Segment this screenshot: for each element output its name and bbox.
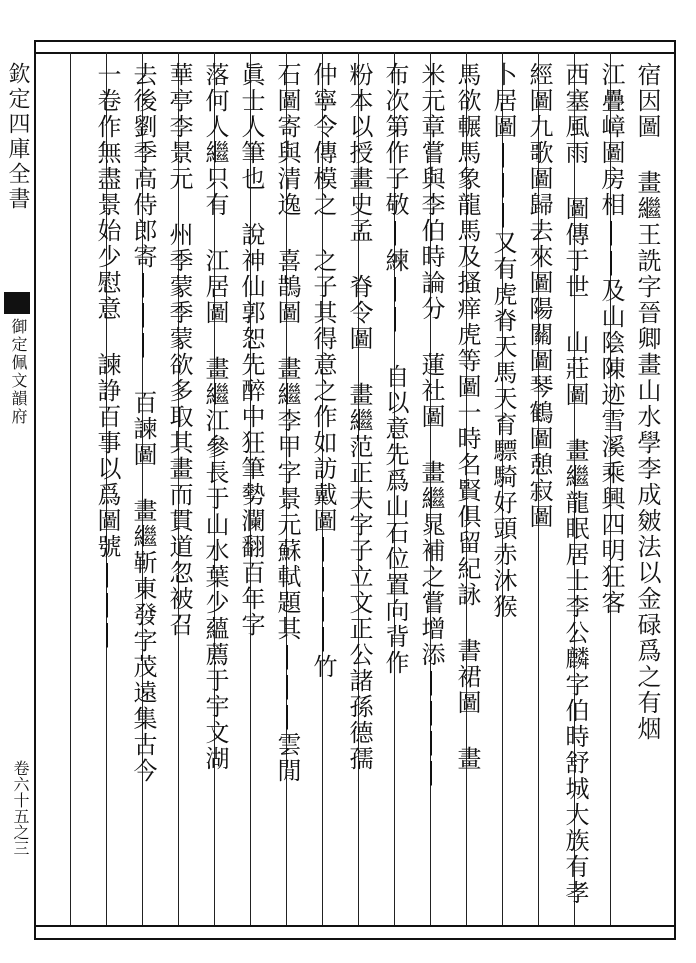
text-column-9: 粉本以授畫史孟 脊令圖 畫繼范正夫字子立文正公諸孫德孺	[345, 62, 373, 772]
text-column-3: 西塞風雨 圖傳于世 山莊圖 畫繼龍眠居士李公麟字伯時舒城大族有孝	[561, 62, 589, 906]
text-column-5: 卜居圖|||又有虎脊天馬天育驃騎好頭赤沐猴	[489, 62, 517, 620]
text-column-12: 眞士人筆也 說神仙郭恕先醉中狂筆勢瀾翻百年字	[237, 62, 265, 638]
book-subtitle: 御定佩文韻府	[9, 318, 28, 426]
text-column-13: 落何人繼只有 江居圖 畫繼江參長于山水葉少蘊薦于宇文湖	[201, 62, 229, 772]
text-column-7: 米元章嘗與李伯時論分 蓮社圖 畫繼晁補之嘗增添||||	[417, 62, 445, 788]
text-column-11: 石圖寄與清逸 喜鵲圖 畫繼李甲字景元蘇軾題其|||雲閒	[273, 62, 301, 784]
column-divider	[70, 52, 71, 925]
text-column-1: 宿因圖 畫繼王詵字晉卿畫山水學李成皴法以金碌爲之有烟	[633, 62, 661, 742]
text-column-2: 江疊嶂圖房相||及山陰陳迹雪溪乘興四明狂客	[597, 62, 625, 616]
text-column-16: 一卷作無盡景始少慰意 諫諍百事以爲圖號|||	[93, 62, 121, 650]
text-column-14: 華亭李景元 州季蒙季蒙欲多取其畫而貫道忽被召	[165, 62, 193, 638]
text-column-6: 馬欲輾馬象龍馬及搔痒虎等圖一時名賢俱留紀詠 書裙圖 畫	[453, 62, 481, 772]
text-column-4: 經圖九歌圖歸去來圖陽關圖琴鶴圖憩寂圖	[525, 62, 553, 530]
top-rule	[34, 52, 676, 54]
text-column-10: 仲寧令傳模之 之子其得意之作如訪戴圖||||竹	[309, 62, 337, 680]
page-number: 卷六十五之三	[11, 760, 30, 856]
text-column-15: 去後劉季高侍郎寄||| 百諫圖 畫繼靳東發字茂遠集古今	[129, 62, 157, 784]
bottom-rule	[34, 925, 676, 927]
text-column-8: 布次第作子敬|練|| 自以意先爲山石位置向背作	[381, 62, 409, 676]
fish-tail-mark	[4, 292, 30, 314]
book-title: 欽定四庫全書	[5, 62, 30, 212]
